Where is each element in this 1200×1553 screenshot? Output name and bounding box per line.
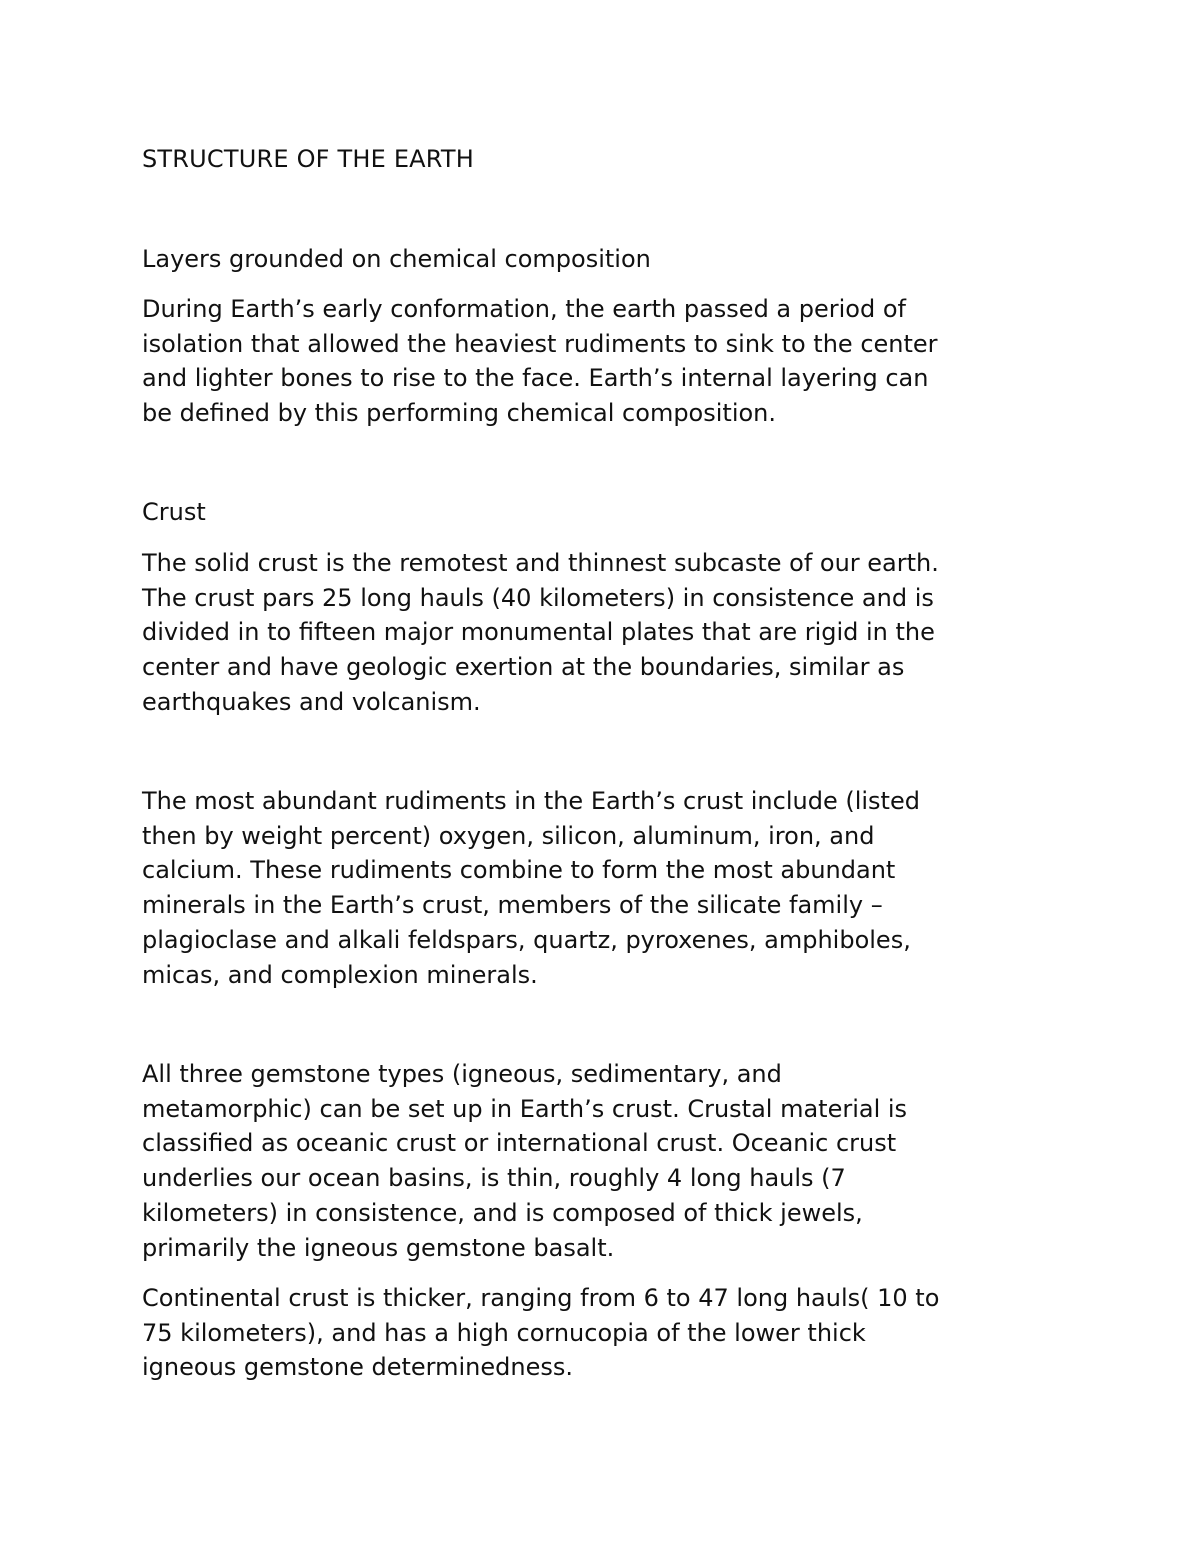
text-line: The crust pars 25 long hauls (40 kilometers) in consistence and is (142, 583, 934, 612)
text-line: During Earth’s early conformation, the earth passed a period of (142, 295, 906, 323)
text-line: Layers grounded on chemical composition (142, 245, 651, 273)
text-line: primarily the igneous gemstone basalt. (142, 1233, 615, 1262)
text-line: metamorphic) can be set up in Earth’s crust. Crustal material is (142, 1094, 908, 1123)
text-line: classified as oceanic crust or international crust. Oceanic crust (142, 1129, 897, 1158)
document-title: STRUCTURE OF THE EARTH (142, 145, 475, 173)
text-line: 75 kilometers), and has a high cornucopia of the lower thick (142, 1318, 866, 1347)
text-line: plagioclase and alkali feldspars, quartz, pyroxenes, amphiboles, (142, 925, 911, 954)
text-line: underlies our ocean basins, is thin, roughly 4 long hauls (7 (142, 1164, 846, 1193)
text-line: divided in to fifteen major monumental plates that are rigid in the (142, 618, 935, 647)
subheading-crust (142, 495, 1062, 530)
text-line: igneous gemstone determinedness. (142, 1353, 573, 1382)
text-line: and lighter bones to rise to the face. Earth’s internal layering can (142, 364, 929, 393)
intro-paragraph (142, 292, 1062, 431)
text-line: The solid crust is the remotest and thinnest subcaste of our earth. (142, 549, 939, 577)
crust-paragraph-4 (142, 1281, 1062, 1385)
crust-paragraph-2 (142, 784, 1062, 992)
crust-paragraph-3 (142, 1057, 1062, 1265)
text-line: be defined by this performing chemical composition. (142, 399, 777, 428)
text-line: earthquakes and volcanism. (142, 687, 481, 716)
text-line: isolation that allowed the heaviest rudiments to sink to the center (142, 329, 938, 358)
text-line: All three gemstone types (igneous, sedimentary, and (142, 1060, 782, 1088)
text-line: then by weight percent) oxygen, silicon, aluminum, iron, and (142, 821, 875, 850)
text-line: Continental crust is thicker, ranging from 6 to 47 long hauls( 10 to (142, 1284, 940, 1312)
text-line: calcium. These rudiments combine to form the most abundant (142, 856, 896, 885)
text-line: Crust (142, 498, 206, 526)
crust-paragraph-1 (142, 546, 1062, 720)
text-line: minerals in the Earth’s crust, members of the silicate family – (142, 891, 883, 920)
subheading-chemical-composition (142, 242, 1062, 277)
text-line: The most abundant rudiments in the Earth’s crust include (listed (142, 787, 920, 815)
text-line: center and have geologic exertion at the boundaries, similar as (142, 653, 905, 682)
text-line: kilometers) in consistence, and is composed of thick jewels, (142, 1198, 863, 1227)
text-line: micas, and complexion minerals. (142, 960, 538, 989)
